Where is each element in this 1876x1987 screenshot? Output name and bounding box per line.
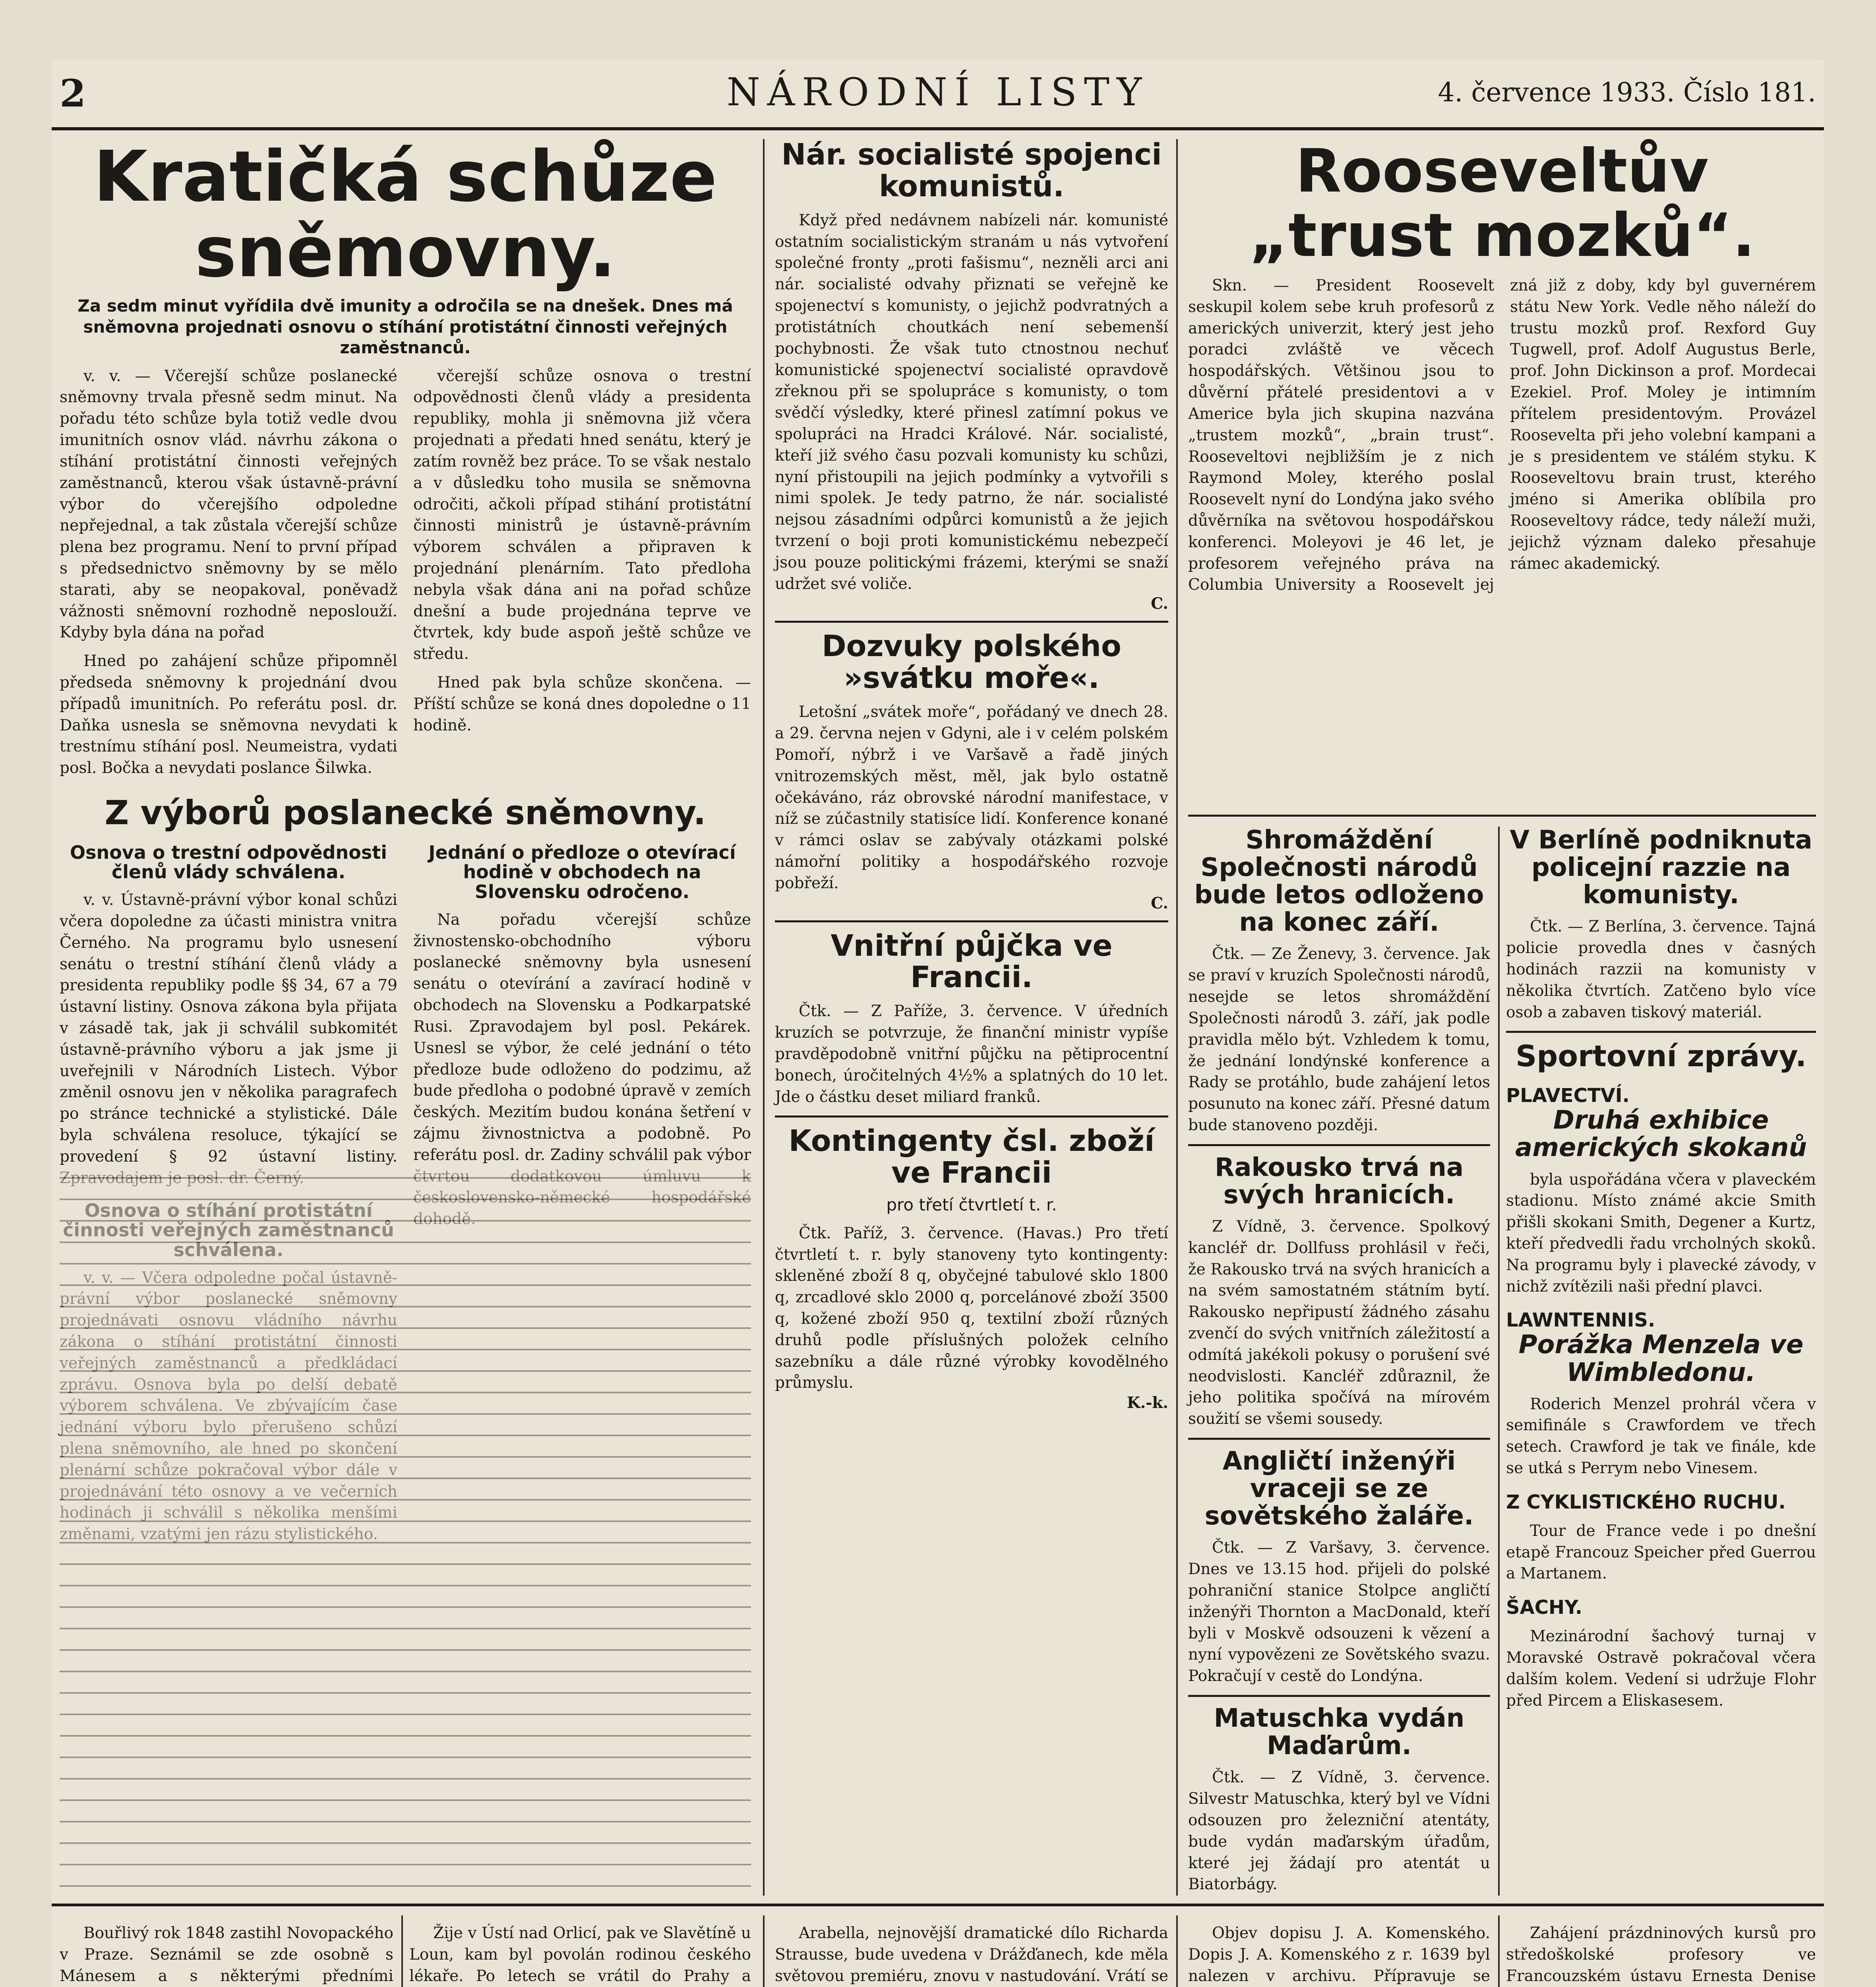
paragraph: Když před nedávnem nabízeli nár. komunisté ostatním socialistickým stranám u nás vytvoření společné fronty „proti fašismu“, nezněli arci ani nár. socialisté odvahy přiznati se veřejně ke spojenectví s komunisty, o jejichž podvratných a protistátních choutkách není sebemenší pochybnosti. Že však tuto ctnostnou nechuť komunistické spojenectví socialisté opravdově zřeknou při se spolupráce s komunisty, o tom svědčí výsledky, které přinesl zatímní pokus ve spolupráci na Hradci Králové. Nár. socialisté, kteří již svého času pozvali komunisty ku schůzi, nyní přistoupili na jejich podmínky a vytvořili s nimi spolek. Je tedy patrno, že nár. socialisté nejsou zásadními odpůrci komunistů a že jejich tvrzení o boji proti komunistickému nebezpečí jsou pouze politickými frázemi, kterými se snaží udržet své voliče.: [775, 211, 1168, 593]
headline-kraticka-schuze: Kratičká schůze sněmovny.: [93, 136, 717, 293]
feuilleton-col-1: [60, 1915, 393, 1987]
signature: C.: [1151, 595, 1168, 613]
item-text: v. v. Ústavně-právní výbor konal schůzi včera dopoledne za účasti ministra vnitra Černého. Na programu bylo usnesení senátu o trestní stíhání členů vlády a presidenta republiky podle §§ 34, 67 a 79 ústavní listiny. Osnova zákona byla přijata v zásadě tak, jak ji schválil subkomitét ústavně-právního výboru a jak jsme ji uveřejnili v Národních Listech. Výbor změnil osnovu jen v několika paragrafech po stránce technické a stylistické. Dále byla schválena resoluce, týkající se provedení § 92 ústavní listiny.: [60, 891, 397, 1166]
article-roosevelt: [1188, 139, 1816, 811]
paragraph: Hned po zahájení schůze připomněl předseda sněmovny k projednání dvou případů imunitních. Po referátu posl. dr. Daňka usnesla se sněmovna nevydati k trestnímu stíhání posl. Neumeistra, vydati posl. Bočka a nevydati poslance Šilwka.: [60, 652, 397, 777]
masthead: [52, 60, 1824, 130]
column-rule: [763, 1915, 765, 1987]
section-title-vybory: Z výborů poslanecké sněmovny.: [105, 793, 706, 833]
headline-matuschka: Matuschka vydán Maďarům.: [1214, 1704, 1465, 1761]
headline-inzenyri: Angličtí inženýři vraceji se ze sovětského žaláře.: [1204, 1447, 1474, 1531]
paragraph: Zahájení prázdninových kursů pro středoškolské profesory ve Francouzském ústavu Ernesta Denise: [1506, 1924, 1816, 1985]
headline-roosevelt: Rooseveltův „trust mozků“.: [1249, 137, 1755, 270]
article-rule: [1506, 1031, 1816, 1033]
subhead-kraticka-schuze: Za sedm minut vyřídila dvě imunity a odročila se na dnešek. Dnes má sněmovna projednati osnovu o stíhání protistátní činnosti veřejných zaměstnanců.: [77, 296, 733, 358]
sport-category: ŠACHY.: [1506, 1596, 1583, 1619]
column-rule: [1498, 827, 1500, 1896]
feuilleton-col-5: [1506, 1915, 1816, 1987]
column-rule: [1498, 1915, 1500, 1987]
article-rule: [775, 920, 1168, 922]
paragraph: Mezinárodní šachový turnaj v Moravské Ostravě pokračoval včera dalším kolem. Vedení si udržuje Flohr před Pircem a Eliskasesem.: [1506, 1627, 1816, 1710]
signature: C.: [1151, 894, 1168, 912]
paragraph: byla uspořádána včera v plaveckém stadionu. Místo známé akcie Smith přišli skokani Smith, Degener a Kurtz, kteří předvedli řadu vrcholných skoků. Na programu byly i plavecké závody, v nichž zvítězili naši přední plavci.: [1506, 1170, 1816, 1296]
section-title-sport: Sportovní zprávy.: [1515, 1039, 1807, 1074]
feuilleton-rule: [52, 1904, 1824, 1906]
article-rule: [1188, 1144, 1490, 1146]
paragraph: Čtk. Paříž, 3. července. (Havas.) Pro třetí čtvrtletí t. r. byly stanoveny tyto kontingenty: skleněné zboží 8 q, obyčejné tabulové sklo 1800 q, zrcadlové sklo 2000 q, porcelánové zboží 3500 q, kožené zboží 950 q, textilní zboží různých druhů podle příslušných položek celního sazebníku a dále různé výrobky kovodělného průmyslu.: [775, 1224, 1168, 1392]
paragraph: Žije v Ústí nad Orlicí, pak ve Slavětíně u Loun, kam byl povolán rodinou českého lékaře. Po letech se vrátil do Prahy a: [409, 1924, 751, 1985]
paragraph: Skn. — President Roosevelt seskupil kolem sebe kruh profesorů z amerických univerzit, který jest jeho poradci zvláště ve věcech hospodářských. Většinou jsou to důvěrní přátelé presidentovi a v Americe byla jich skupina nazvána „trustem mozků“, „brain trust“. Rooseveltovi nejbližším je z nich Raymond Moley, kterého poslal Roosevelt nyní do Londýna jako svého důvěrníka na světovou hospodářskou konferenci. Moleyovi je 46 let, je profesorem veřejného práva na Columbia University a Roosevelt jej zná již z doby, kdy byl guvernérem státu New York. Vedle něho náleží do trustu mozků prof. Rexford Guy Tugwell, prof. Adolf Augustus Berle, prof. John Dickinson a prof. Mordecai Ezekiel. Prof. Moley je intimním přítelem presidentovým. Provázel Roosevelta při jeho volební kampani a je s presidentem ve stálém styku. K Rooseveltovu brain trust, kterého jméno si Amerika oblíbila pro Rooseveltovy rádce, tedy náleží muži, jejichž význam daleko přesahuje rámec akademický.: [1188, 277, 1816, 594]
paragraph: Bouřlivý rok 1848 zastihl Novopackého v Praze. Seznámil se zde osobně s Mánesem a s některými předními: [60, 1924, 393, 1985]
column-rule: [1176, 139, 1178, 1896]
paragraph: Hned pak byla schůze skončena. — Příští schůze se koná dnes dopoledne o 11 hodině.: [413, 674, 751, 734]
headline-berlin: V Berlíně podniknuta policejní razzie na komunisty.: [1510, 825, 1812, 910]
article-column-4: [1188, 827, 1490, 1896]
article-rule: [1188, 1438, 1490, 1440]
page-number: 2: [60, 72, 86, 116]
paragraph: Roderich Menzel prohrál včera v semifinále s Crawfordem ve třech setech. Crawford je tak ve finále, kde se utká s Perrym nebo Vinesem.: [1506, 1395, 1816, 1478]
item-text: Na pořadu včerejší schůze živnostensko-obchodního výboru poslanecké sněmovny byla usnesení senátu o otevírání a zavírací hodině v obchodech na Slovensku a Podkarpatské Rusi. Zpravodajem byl posl. Pekárek. Usnesl se výbor, že celé jednání o této předloze bude odloženo do podzimu, až bude předloha o podobné úpravě v zemích českých. Mezitím budou konána šetření v zájmu živnostnictva a podobně. Po referátu posl. dr. Zadiny schválil pak výbor: [413, 910, 751, 1164]
item-title: Jednání o předloze o otevírací hodině v obchodech na Slovensku odročeno.: [428, 841, 736, 903]
paragraph: Objev dopisu J. A. Komenského. Dopis J. A. Komenského z r. 1639 byl nalezen v archivu. Přípravuje se: [1188, 1924, 1490, 1985]
column-rule: [763, 139, 765, 1896]
signature: K.-k.: [1127, 1394, 1168, 1412]
paragraph: Tour de France vede i po dnešní etapě Francouz Speicher před Guerrou a Martanem.: [1506, 1522, 1816, 1583]
paragraph: včerejší schůze osnova o trestní odpovědnosti členů vlády a presidenta republiky, mohla ji sněmovna již včera projednati a předati hned senátu, který je zatím rovněž bez práce. To se však nestalo a v důsledku toho musila se sněmovna odročiti, ačkoli případ stihání protistátní činnosti ministrů je ústavně-právním výborem schválen a připraven k projednání plenárním. Tato předloha nebyla však dána ani na pořad schůze dnešní a bude projednána teprve ve čtvrtek, kdy bude aspoň ještě schůze ve středu.: [413, 367, 751, 663]
headline-nar-socialiste: Nár. socialisté spojenci komunistů.: [781, 138, 1162, 203]
item-title: Osnova o trestní odpovědnosti členů vlády schválena.: [70, 841, 387, 883]
headline-exhibice: Druhá exhibice amerických skokanů: [1515, 1106, 1807, 1163]
headline-rakousko: Rakousko trvá na svých hranicích.: [1214, 1152, 1464, 1210]
paragraph: Z Vídně, 3. července. Spolkový kancléř dr. Dollfuss prohlásil v řeči, že Rakousko trvá na svých hranicích a na svém samostatném státním bytí. Rakousko nepřipustí žádného zásahu zvenčí do svých vnitřních záležitostí a odmítá jakékoli pokusy o porušení své neodvislosti. Kancléř zdůraznil, že jeho politika spočívá na mírovém soužití se všemi sousedy.: [1188, 1217, 1490, 1428]
headline-spolecnost-narodu: Shromáždění Společnosti národů bude letos odloženo na konec září.: [1194, 825, 1484, 937]
article-column-5: [1506, 827, 1816, 1896]
body-text-continuation: [60, 1168, 751, 1896]
newspaper-name: NÁRODNÍ LISTY: [726, 70, 1149, 114]
subhead-kontingenty: pro třetí čtvrtletí t. r.: [886, 1195, 1057, 1215]
issue-date: 4. července 1933. Číslo 181.: [1438, 77, 1816, 108]
column-rule: [401, 1915, 403, 1987]
paragraph: Čtk. — Z Vídně, 3. července. Silvestr Matuschka, který byl ve Vídni odsouzen pro železniční atentáty, bude vydán maďarským úřadům, které jej žádají pro atentát u Biatorbágy.: [1188, 1768, 1490, 1894]
article-rule: [1188, 815, 1816, 817]
paragraph: v. v. — Včerejší schůze poslanecké sněmovny trvala přesně sedm minut. Na pořadu této schůze byla totiž vedle dvou imunitních osnov vlád. návrhu zákona o stíhání protistátní činnosti veřejných zaměstnanců, kterou však ústavně-právní výbor do včerejšího odpoledne nepřejednal, a tak zůstala včerejší schůze plena bez programu. Není to první případ s předsednictvo sněmovny by se mělo starati, aby se neopakoval, poněvadž vážnosti sněmovní rozhodně neposlouží. Kdyby byla dána na pořad: [60, 367, 397, 642]
sport-category: Z CYKLISTICKÉHO RUCHU.: [1506, 1491, 1786, 1513]
paragraph: Čtk. — Z Berlína, 3. července. Tajná policie provedla dnes v časných hodinách razzii na komunisty v několika čtvrtích. Zatčeno bylo více osob a zabaven tiskový materiál.: [1506, 918, 1816, 1021]
article-kraticka-schuze: [60, 136, 751, 1166]
paragraph: Letošní „svátek moře“, pořádaný ve dnech 28. a 29. června nejen v Gdyni, ale i v celém polském Pomoří, nýbrž i ve Varšavě a řadě jiných vnitrozemských měst, měl, jak bylo ostatně očekáváno, ráz obrovské národní manifestace, v níž se zúčastnily statisíce lidí. Konference konané v rámci oslav se zabývaly otázkami polské námořní politiky a hospodářského rozvoje pobřeží.: [775, 703, 1168, 892]
headline-vnitrni-pujcka: Vnitřní půjčka ve Francii.: [831, 928, 1113, 995]
article-rule: [775, 621, 1168, 623]
paragraph: Čtk. — Z Paříže, 3. července. V úředních kruzích se potvrzuje, že finanční ministr vypíše pravděpodobně vnitřní půjčku na pětiprocentní bonech, úročitelných 4½% a splatných do 10 let. Jde o částku deset miliard franků.: [775, 1002, 1168, 1106]
article-continuation: [60, 1168, 751, 1896]
article-nar-socialiste: [775, 139, 1168, 1896]
article-rule: [1188, 1695, 1490, 1697]
feuilleton-col-2: [409, 1915, 751, 1987]
feuilleton-col-3: [775, 1915, 1168, 1987]
paragraph: Čtk. — Ze Ženevy, 3. července. Jak se praví v kruzích Společnosti národů, nesejde se letos shromáždění Společnosti národů 3. září, jak podle pravidla mělo být. Vzhledem k tomu, že jednání londýnské konference a Rady se protáhlo, bude zahájení letos posunuto na konec září. Přesné datum bude stanoveno později.: [1188, 945, 1490, 1134]
sport-category: PLAVECTVÍ.: [1506, 1085, 1630, 1107]
paragraph: Čtk. — Z Varšavy, 3. července. Dnes ve 13.15 hod. přijeli do polské pohraniční stanice Stolpce angličtí inženýři Thornton a MacDonald, kteří byli v Moskvě odsouzeni k vězení a nyní vypovězeni ze Sovětského svazu. Pokračují v cestě do Londýna.: [1188, 1539, 1490, 1685]
newspaper-page: [52, 60, 1824, 1987]
sport-category: LAWNTENNIS.: [1506, 1309, 1655, 1332]
headline-menzel: Porážka Menzela ve Wimbledonu.: [1518, 1330, 1804, 1387]
column-rule: [1176, 1915, 1178, 1987]
headline-dozvuky: Dozvuky polského »svátku moře«.: [822, 629, 1121, 695]
article-rule: [775, 1116, 1168, 1117]
headline-kontingenty: Kontingenty čsl. zboží ve Francii: [788, 1124, 1155, 1190]
feuilleton-col-4: [1188, 1915, 1490, 1987]
paragraph: Arabella, nejnovější dramatické dílo Richarda Strausse, bude uvedena v Drážďanech, kde měla světovou premiéru, znovu v nastudování. Vrátí se: [775, 1924, 1168, 1985]
